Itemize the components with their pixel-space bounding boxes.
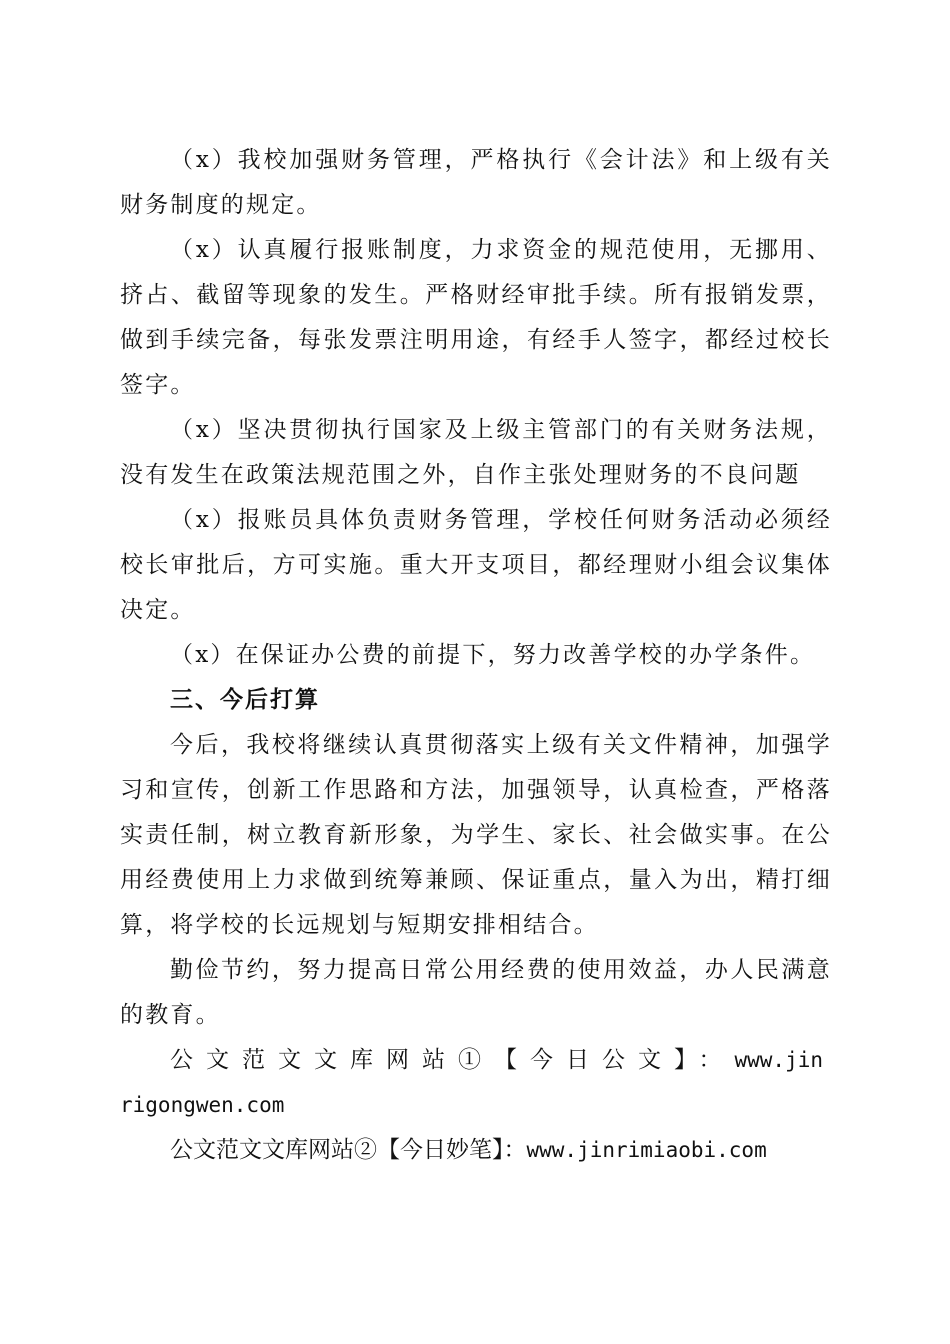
footer-site-1-url[interactable]: www.jinrigongwen.com: [120, 1048, 824, 1117]
footer-site-1: [120, 1038, 832, 1128]
paragraph-reimbursement-system: （x）认真履行报账制度，力求资金的规范使用，无挪用、挤占、截留等现象的发生。严格财经审批手续。所有报销发票，做到手续完备，每张发票注明用途，有经手人签字，都经过校长签字。: [120, 237, 832, 398]
footer-site-1-label: 公文范文文库网站①【今日公文】：: [170, 1047, 735, 1073]
paragraph-office-expenses: （x）在保证办公费的前提下，努力改善学校的办学条件。: [170, 642, 816, 668]
paragraph-future-plans: 今后，我校将继续认真贯彻落实上级有关文件精神，加强学习和宣传，创新工作思路和方法，加强领导，认真检查，严格落实责任制，树立教育新形象，为学生、家长、社会做实事。在公用经费使用上力求做到统筹兼顾、保证重点，量入为出，精打细算，将学校的长远规划与短期安排相结合。: [120, 732, 832, 938]
footer-site-2-url[interactable]: www.jinrimiaobi.com: [526, 1138, 767, 1162]
paragraph-finance-management: （x）我校加强财务管理，严格执行《会计法》和上级有关财务制度的规定。: [120, 147, 832, 218]
document-page: [120, 138, 832, 1173]
paragraph-frugality: 勤俭节约，努力提高日常公用经费的使用效益，办人民满意的教育。: [120, 957, 832, 1028]
footer-site-2-label: 公文范文文库网站②【今日妙笔】：: [170, 1137, 527, 1163]
paragraph-regulations-compliance: （x）坚决贯彻执行国家及上级主管部门的有关财务法规，没有发生在政策法规范围之外，自作主张处理财务的不良问题: [120, 417, 832, 488]
section-heading-future-plans: 三、今后打算: [170, 687, 320, 713]
footer-site-2: [120, 1128, 832, 1173]
paragraph-accountant-duties: （x）报账员具体负责财务管理，学校任何财务活动必须经校长审批后，方可实施。重大开支项目，都经理财小组会议集体决定。: [120, 507, 832, 623]
